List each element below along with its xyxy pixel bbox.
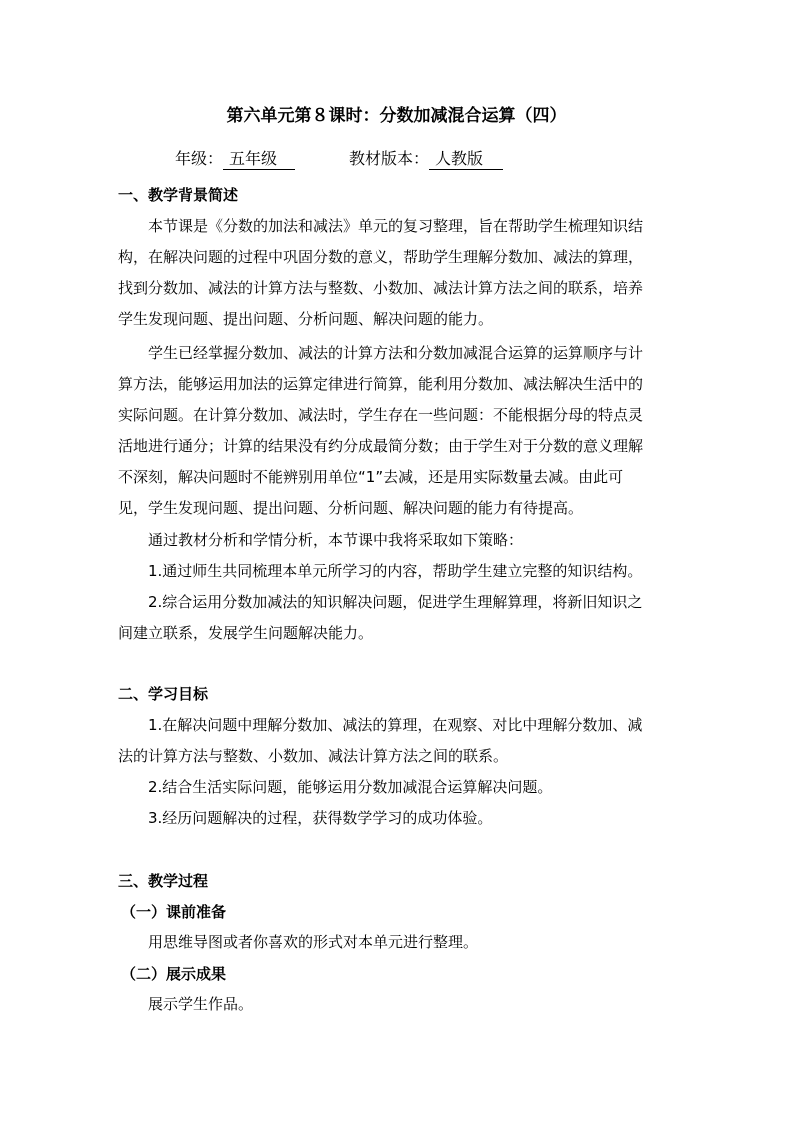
goal-item-1 <box>118 710 678 772</box>
paragraph-background-1 <box>118 211 678 335</box>
subsection-heading-preparation: （一）课前准备 <box>121 903 227 921</box>
paragraph-strategy-intro <box>118 525 678 556</box>
text-line: 活地进行通分；计算的结果没有约分成最简分数；由于学生对于分数的意义理解 <box>118 437 644 455</box>
edition-label: 教材版本： <box>349 149 430 168</box>
text-line: 2.综合运用分数加减法的知识解决问题，促进学生理解算理，将新旧知识之 <box>148 593 643 611</box>
text-line: 间建立联系，发展学生问题解决能力。 <box>118 624 374 642</box>
paragraph-background-2 <box>118 338 678 524</box>
text-line: 学生已经掌握分数加、减法的计算方法和分数加减混合运算的运算顺序与计 <box>148 344 644 362</box>
text-line: 找到分数加、减法的计算方法与整数、小数加、减法计算方法之间的联系，培养 <box>118 279 644 297</box>
section-heading-process: 三、教学过程 <box>118 872 209 890</box>
text-line: 通过教材分析和学情分析，本节课中我将采取如下策略： <box>148 531 524 549</box>
page-title: 第六单元第８课时：分数加减混合运算（四） <box>226 106 567 126</box>
text-line: 展示学生作品。 <box>148 995 254 1013</box>
text-line: 3.经历问题解决的过程，获得数学学习的成功体验。 <box>148 809 493 827</box>
text-line: 2.结合生活实际问题，能够运用分数加减混合运算解决问题。 <box>148 778 553 796</box>
text-line: 见，学生发现问题、提出问题、分析问题、解决问题的能力有待提高。 <box>118 499 584 517</box>
preparation-text <box>118 927 678 958</box>
text-line: 1.在解决问题中理解分数加、减法的算理，在观察、对比中理解分数加、减 <box>148 716 643 734</box>
text-line: 不深刻，解决问题时不能辨别用单位“1”去减，还是用实际数量去减。由此可 <box>118 468 624 486</box>
text-line: 1.通过师生共同梳理本单元所学习的内容，帮助学生建立完整的知识结构。 <box>148 562 643 580</box>
text-line: 实际问题。在计算分数加、减法时，学生存在一些问题：不能根据分母的特点灵 <box>118 406 644 424</box>
grade-label: 年级： <box>175 149 224 168</box>
goal-item-2 <box>118 772 678 803</box>
strategy-item-1 <box>118 556 678 587</box>
text-line: 用思维导图或者你喜欢的形式对本单元进行整理。 <box>148 933 479 951</box>
grade-value: 五年级 <box>223 149 295 170</box>
meta-line <box>175 148 503 170</box>
section-heading-goals: 二、学习目标 <box>118 685 209 703</box>
text-line: 本节课是《分数的加法和减法》单元的复习整理，旨在帮助学生梳理知识结 <box>148 217 644 235</box>
strategy-item-2 <box>118 587 678 649</box>
section-heading-background: 一、教学背景简述 <box>118 186 239 204</box>
text-line: 算方法，能够运用加法的运算定律进行简算，能利用分数加、减法解决生活中的 <box>118 375 644 393</box>
goal-item-3 <box>118 803 678 834</box>
subsection-heading-results: （二）展示成果 <box>121 965 227 983</box>
results-text <box>118 989 678 1020</box>
text-line: 学生发现问题、提出问题、分析问题、解决问题的能力。 <box>118 310 494 328</box>
text-line: 构，在解决问题的过程中巩固分数的意义，帮助学生理解分数加、减法的算理， <box>118 248 644 266</box>
edition-value: 人教版 <box>429 149 503 170</box>
text-line: 法的计算方法与整数、小数加、减法计算方法之间的联系。 <box>118 747 509 765</box>
